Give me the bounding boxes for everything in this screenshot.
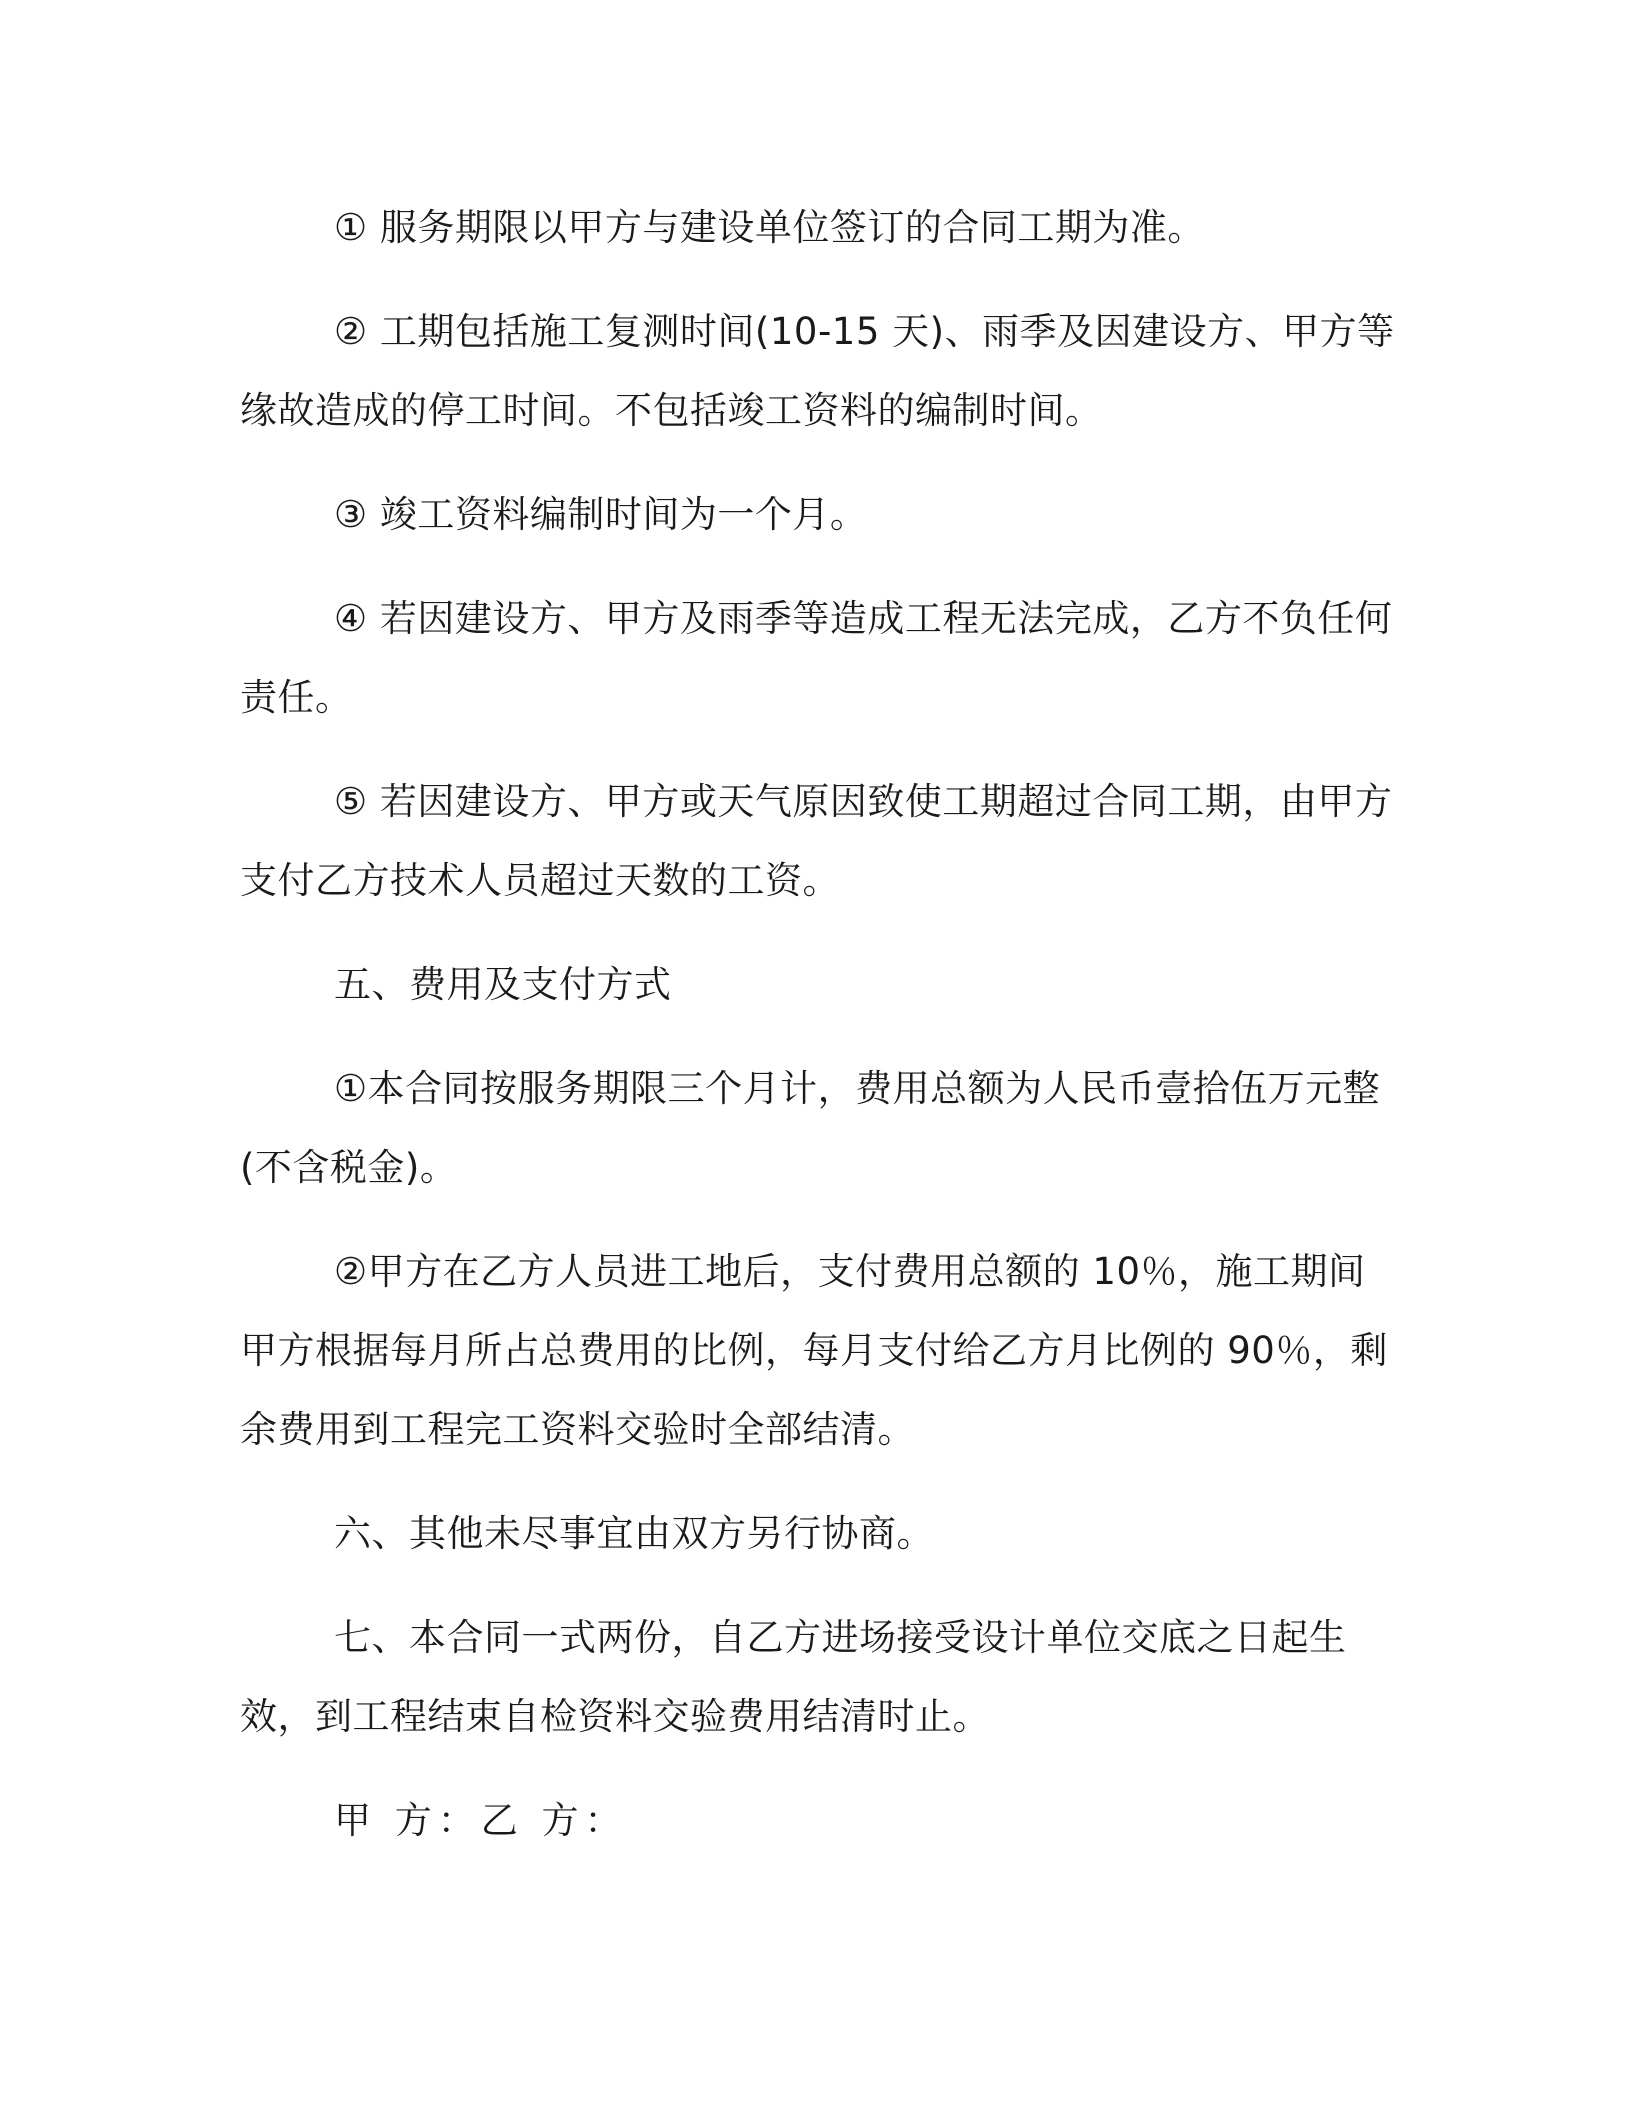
clause-overtime-wages: ⑤ 若因建设方、甲方或天气原因致使工期超过合同工期，由甲方支付乙方技术人员超过天数的工资。	[240, 780, 1393, 902]
signature-line: 甲 方：乙 方：	[334, 1799, 628, 1842]
clause-total-fee: ①本合同按服务期限三个月计，费用总额为人民币壹拾伍万元整(不含税金)。	[240, 1067, 1381, 1189]
document-body	[240, 188, 1395, 1860]
clause-completion-docs: ③ 竣工资料编制时间为一个月。	[334, 493, 868, 536]
clause-payment-schedule: ②甲方在乙方人员进工地后，支付费用总额的 10％，施工期间甲方根据每月所占总费用的比例，每月支付给乙方月比例的 90％，剩余费用到工程完工资料交验时全部结清。	[240, 1250, 1388, 1451]
section-heading-fees: 五、费用及支付方式	[334, 963, 672, 1006]
section-contract-validity: 七、本合同一式两份，自乙方进场接受设计单位交底之日起生效，到工程结束自检资料交验费用结清时止。	[240, 1616, 1347, 1738]
clause-service-period: ① 服务期限以甲方与建设单位签订的合同工期为准。	[334, 206, 1205, 249]
clause-liability: ④ 若因建设方、甲方及雨季等造成工程无法完成，乙方不负任何责任。	[240, 597, 1393, 719]
section-other-matters: 六、其他未尽事宜由双方另行协商。	[334, 1512, 934, 1555]
clause-construction-period: ② 工期包括施工复测时间(10-15 天)、雨季及因建设方、甲方等缘故造成的停工时间。不包括竣工资料的编制时间。	[240, 310, 1395, 432]
